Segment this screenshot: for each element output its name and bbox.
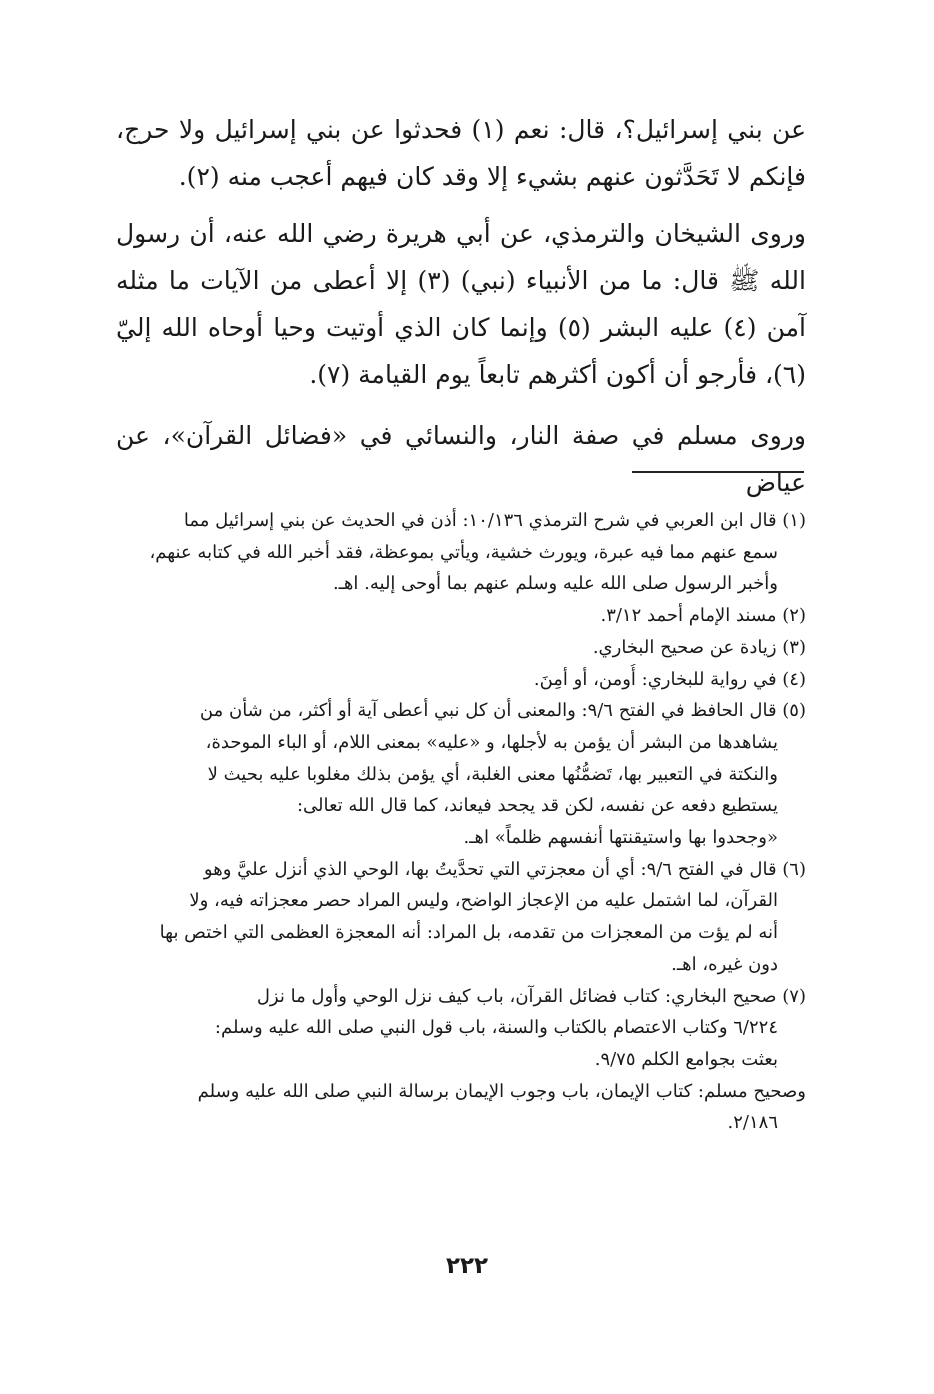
footnote-line: (٣) زيادة عن صحيح البخاري. [592, 636, 806, 658]
footnote-line: أنه لم يؤت من المعجزات من تقدمه، بل المراد: أنه المعجزة العظمى التي اختص بها [159, 922, 778, 944]
footnote-line: (١) قال ابن العربي في شرح الترمذي ١٠/١٣٦: أذن في الحديث عن بني إسرائيل مما [183, 510, 806, 531]
footnote-line: «وجحدوا بها واستيقنتها أنفسهم ظلماً» اهـ. [463, 827, 778, 849]
footnote-line: بعثت بجوامع الكلم ٩/٧٥. [594, 1048, 778, 1070]
main-line: لا تَحَدَّثون عنهم بشيء إلا وقد كان فيهم أعجب منه (٢). [178, 162, 742, 191]
footnote-line: (٤) في رواية للبخاري: أُومن، أو أمِنَ. [533, 668, 806, 690]
footnote-line: سمع عنهم مما فيه عبرة، ويورث خشية، ويأتي بموعظة، فقد أخبر الله في كتابه عنهم، [149, 541, 778, 563]
footnote-line: (٥) قال الحافظ في الفتح ٩/٦: والمعنى أن كل نبي أعطى آية أو أكثر، من شأن من [199, 700, 806, 722]
footnote-separator [632, 471, 804, 473]
footnote-line: وصحيح مسلم: كتاب الإيمان، باب وجوب الإيمان برسالة النبي صلى الله عليه وسلم [197, 1080, 806, 1102]
footnote-line: القرآن، لما اشتمل عليه من الإعجاز الواضح، وليس المراد حصر معجزاته فيه، ولا [189, 890, 778, 912]
main-line: الله ﷺ قال: ما من الأنبياء (نبي) (٣) إلا أعطى من الآيات ما مثله آمن (٤) [116, 266, 806, 342]
main-line: وروى الشيخان والترمذي، عن أبي هريرة رضي الله عنه، أن رسول [116, 219, 806, 248]
footnote-line: (٧) صحيح البخاري: كتاب فضائل القرآن، باب كيف نزل الوحي وأول ما نزل [256, 985, 806, 1007]
page-number: ٢٢٢ [445, 1253, 489, 1279]
footnote-line: يستطيع دفعه عن نفسه، لكن قد يجحد فيعاند، كما قال الله تعالى: [296, 795, 778, 817]
footnotes [116, 505, 806, 1139]
footnote-line: دون غيره، اهـ. [671, 953, 778, 975]
main-line: عليه البشر (٥) وإنما كان الذي أوتيت وحيا أوحاه الله إليّ (٦)، فأرجو أن أكون [116, 313, 806, 389]
main-text [116, 106, 806, 506]
footnote-line: (٢) مسند الإمام أحمد ٣/١٢. [600, 605, 806, 627]
main-line: وروى مسلم في صفة النار، والنسائي في «فضائل القرآن»، عن عياض [116, 421, 806, 497]
footnote-line: ٢/١٨٦. [727, 1112, 778, 1134]
footnote-line: والنكتة في التعبير بها، تَضمُّنُها معنى الغلبة، أي يؤمن بذلك مغلوبا عليه بحيث لا [207, 763, 778, 785]
footnote-line: يشاهدها من البشر أن يؤمن به لأجلها، و «عليه» بمعنى اللام، أو الباء الموحدة، [205, 731, 778, 753]
footnote-line: وأخبر الرسول صلى الله عليه وسلم عنهم بما أوحى إليه. اهـ. [332, 573, 778, 595]
main-line: عن بني إسرائيل؟، قال: نعم (١) فحدثوا عن بني إسرائيل ولا حرج، فإنكم [116, 115, 806, 191]
main-paragraph-3 [116, 412, 806, 506]
main-line: أكثرهم تابعاً يوم القيامة (٧). [309, 360, 598, 389]
footnote-line: (٦) قال في الفتح ٩/٦: أي أن معجزتي التي تحدَّيتُ بها، الوحي الذي أنزل عليَّ وهو [203, 858, 806, 880]
main-paragraph-2 [116, 210, 806, 398]
footnote-line: ٦/٢٢٤ وكتاب الاعتصام بالكتاب والسنة، باب قول النبي صلى الله عليه وسلم: [214, 1017, 778, 1039]
main-paragraph-1 [116, 106, 806, 200]
